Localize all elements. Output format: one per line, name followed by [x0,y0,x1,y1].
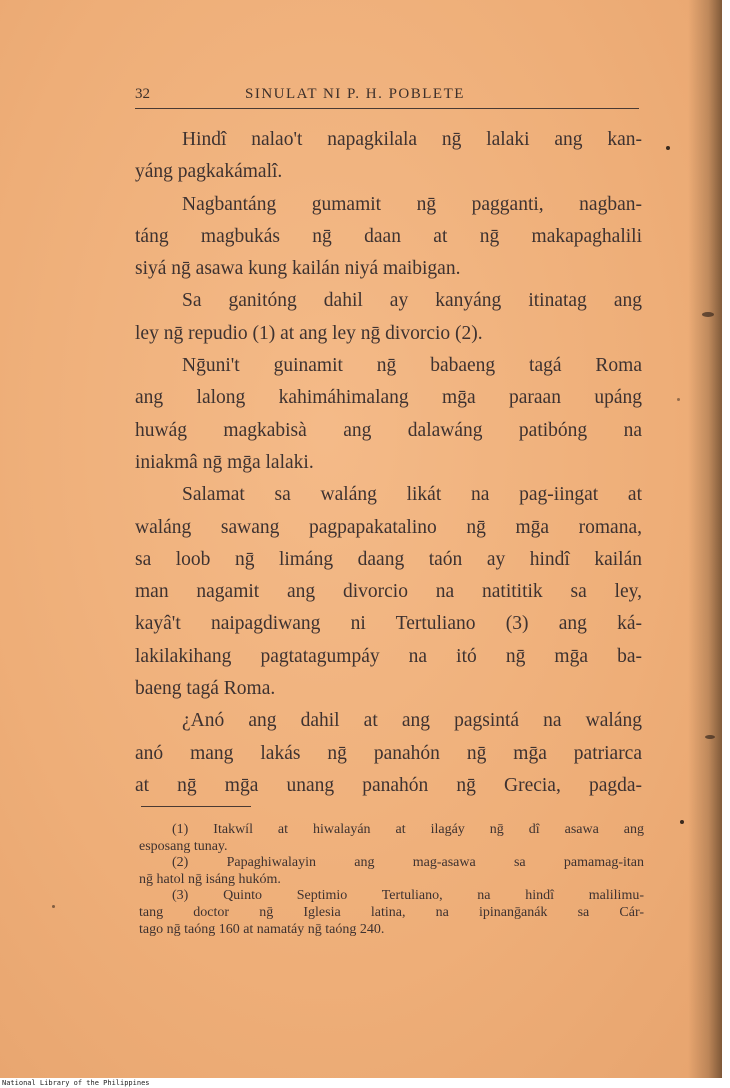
body-line: siyá nḡ asawa kung kailán niyá maibigan. [135,258,461,280]
body-line: ¿Anó ang dahil at ang pagsintá na waláng [182,710,642,732]
paper-speck [680,820,684,824]
body-line: ley nḡ repudio (1) at ang ley nḡ divorcio (2). [135,322,483,344]
running-head: SINULAT NI P. H. POBLETE [245,86,465,102]
paper-speck [677,398,680,401]
body-line: sa loob nḡ limáng daang taón ay hindî kailán [135,548,642,570]
body-text [135,124,642,802]
body-line: Nḡuni't guinamit nḡ babaeng tagá Roma [182,355,642,377]
body-line: Nagbantáng gumamit nḡ pagganti, nagban- [182,193,642,215]
footnote-line: tang doctor nḡ Iglesia latina, na ipinanḡanák sa Cár- [139,904,644,920]
footnote-line: nḡ hatol nḡ isáng hukóm. [139,871,281,887]
body-line: lakilakihang pagtatagumpáy na itó nḡ mḡa ba- [135,645,642,667]
body-line: Sa ganitóng dahil ay kanyáng itinatag ang [182,290,642,312]
footnote-line: (1) Itakwíl at hiwalayán at ilagáy nḡ dî asawa ang [172,822,644,837]
paper-speck [52,905,55,908]
footnote-line: (3) Quinto Septimio Tertuliano, na hindî malilimu- [172,888,644,904]
body-line: iniakmâ nḡ mḡa lalaki. [135,451,314,473]
page-edge-shadow [688,0,722,1078]
body-line: waláng sawang pagpapakatalino nḡ mḡa romana, [135,516,642,538]
paper-speck [666,146,670,150]
page-number: 32 [135,86,150,102]
body-line: táng magbukás nḡ daan at nḡ makapaghalili [135,225,642,247]
paper-speck [702,312,714,317]
footer-credit: National Library of the Philippines [2,1079,150,1087]
footnote-line: tago nḡ taóng 160 at namatáy nḡ taóng 240. [139,921,385,937]
body-line: man nagamit ang divorcio na natititik sa ley, [135,581,642,603]
footnote-rule [141,806,251,807]
body-line: kayâ't naipagdiwang ni Tertuliano (3) ang ká- [135,613,642,635]
body-line: ang lalong kahimáhimalang mḡa paraan upáng [135,387,642,409]
body-line: Salamat sa waláng likát na pag-iingat at [182,484,642,506]
footnote-line: esposang tunay. [139,838,228,854]
body-line: at nḡ mḡa unang panahón nḡ Grecia, pagda- [135,774,642,796]
body-line: anó mang lakás nḡ panahón nḡ mḡa patriarca [135,742,642,764]
body-line: Hindî nalao't napagkilala nḡ lalaki ang kan- [182,129,642,150]
body-line: yáng pagkakámalî. [135,161,283,183]
footnotes [139,822,644,938]
paper-speck [705,735,715,739]
body-line: baeng tagá Roma. [135,678,276,700]
body-line: huwág magkabisà ang dalawáng patibóng na [135,419,642,441]
footnote-line: (2) Papaghiwalayin ang mag-asawa sa pamamag-itan [172,855,644,871]
page-header [135,86,639,109]
